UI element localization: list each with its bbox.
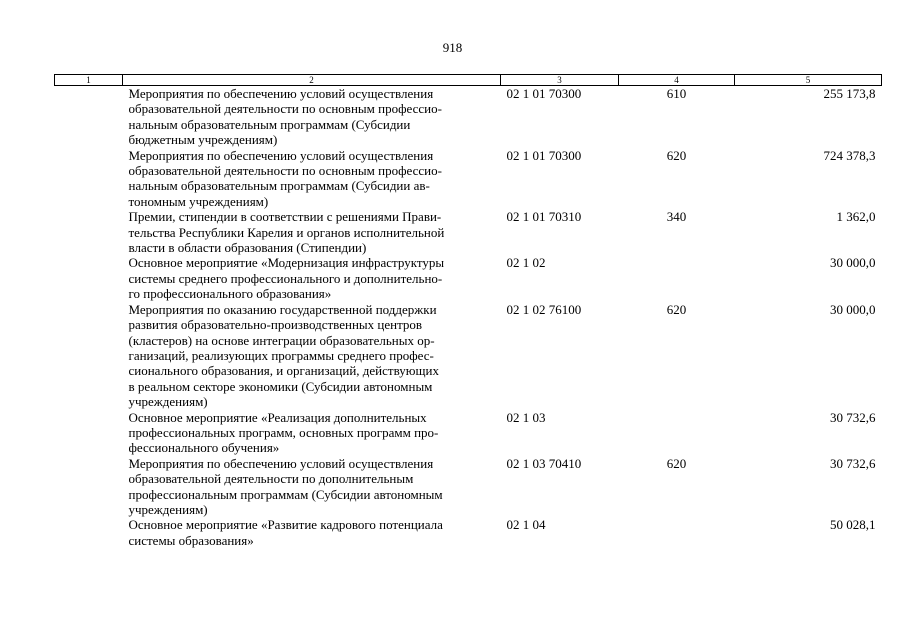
table-row [55, 209, 882, 255]
item-name-line: образовательной деятельности по основным профессио- [128, 163, 442, 179]
row-spacer-cell [55, 410, 123, 456]
item-name-line: развития образовательно-производственных центров [128, 317, 423, 333]
item-name-line: Основное мероприятие «Модернизация инфраструктуры [128, 255, 445, 271]
row-spacer-cell [55, 255, 123, 301]
item-name-line: Мероприятия по обеспечению условий осуществления [128, 455, 434, 471]
row-spacer-cell [55, 302, 123, 410]
column-header-5: 5 [735, 75, 882, 86]
item-name-line: Премии, стипендии в соответствии с решениями Прави- [128, 209, 442, 225]
table-row [55, 86, 882, 148]
table-row [55, 517, 882, 548]
table-row [55, 302, 882, 410]
page-number: 918 [442, 40, 463, 55]
item-name-line: в реальном секторе экономики (Субсидии автономным [128, 378, 433, 394]
expense-type: 620 [666, 147, 687, 163]
expense-type: 620 [666, 301, 687, 317]
classification-code: 02 1 03 70410 [506, 455, 582, 471]
item-name-line: тельства Республики Карелия и органов исполнительной [128, 224, 445, 240]
table-body [55, 86, 882, 549]
item-name-line: учреждениям) [128, 501, 208, 517]
classification-code: 02 1 01 70300 [506, 86, 582, 101]
classification-code: 02 1 03 [506, 409, 546, 425]
expense-type [619, 410, 735, 456]
item-name-line: профессиональным программам (Субсидии автономным [128, 486, 443, 502]
classification-code: 02 1 02 [506, 255, 546, 271]
item-name-line: власти в области образования (Стипендии) [128, 240, 367, 256]
item-name-line: системы образования» [128, 532, 254, 548]
item-name [123, 148, 501, 210]
item-name-line: го профессионального образования» [128, 286, 332, 302]
classification-code: 02 1 04 [506, 517, 546, 533]
table-row [55, 148, 882, 210]
classification-code: 02 1 01 70300 [506, 147, 582, 163]
item-name-line: бюджетным учреждениям) [128, 132, 278, 148]
amount: 1 362,0 [836, 209, 876, 225]
column-header-1: 1 [55, 75, 123, 86]
table-row [55, 410, 882, 456]
expense-type: 610 [666, 86, 687, 101]
item-name-line: профессиональных программ, основных программ про- [128, 424, 439, 440]
item-name [123, 86, 501, 148]
classification-code: 02 1 02 76100 [506, 301, 582, 317]
item-name [123, 410, 501, 456]
item-name-line: фессионального обучения» [128, 440, 280, 456]
amount: 30 000,0 [830, 255, 876, 271]
column-header-3: 3 [501, 75, 619, 86]
budget-table [54, 74, 882, 548]
amount: 50 028,1 [830, 517, 876, 533]
column-header-4: 4 [619, 75, 735, 86]
amount: 30 732,6 [830, 455, 876, 471]
expense-type [619, 517, 735, 548]
item-name [123, 456, 501, 518]
item-name-line: учреждениям) [128, 394, 208, 410]
header-row [55, 75, 882, 86]
amount: 30 000,0 [830, 301, 876, 317]
expense-type: 620 [666, 455, 687, 471]
classification-code: 02 1 01 70310 [506, 209, 582, 225]
amount: 724 378,3 [823, 147, 876, 163]
item-name-line: образовательной деятельности по дополнительным [128, 471, 414, 487]
item-name-line: нальным образовательным программам (Субсидии ав- [128, 178, 430, 194]
expense-type [619, 255, 735, 301]
row-spacer-cell [55, 209, 123, 255]
amount: 255 173,8 [823, 86, 876, 101]
table-row [55, 456, 882, 518]
item-name [123, 209, 501, 255]
item-name-line: тономным учреждениям) [128, 193, 269, 209]
item-name-line: (кластеров) на основе интеграции образовательных ор- [128, 332, 435, 348]
expense-type: 340 [666, 209, 687, 225]
item-name-line: нальным образовательным программам (Субсидии [128, 116, 411, 132]
item-name-line: Основное мероприятие «Реализация дополнительных [128, 409, 427, 425]
column-header-2: 2 [123, 75, 501, 86]
amount: 30 732,6 [830, 409, 876, 425]
item-name [123, 302, 501, 410]
table-row [55, 255, 882, 301]
item-name-line: Мероприятия по обеспечению условий осуществления [128, 86, 434, 101]
item-name-line: Основное мероприятие «Развитие кадрового потенциала [128, 517, 443, 533]
item-name-line: системы среднего профессионального и дополнительно- [128, 270, 443, 286]
item-name-line: сионального образования, и организаций, действующих [128, 363, 439, 379]
item-name-line: образовательной деятельности по основным профессио- [128, 101, 442, 117]
row-spacer-cell [55, 517, 123, 548]
item-name [123, 517, 501, 548]
item-name-line: ганизаций, реализующих программы среднего профес- [128, 347, 434, 363]
item-name-line: Мероприятия по оказанию государственной поддержки [128, 301, 437, 317]
item-name-line: Мероприятия по обеспечению условий осуществления [128, 147, 434, 163]
row-spacer-cell [55, 456, 123, 518]
item-name [123, 255, 501, 301]
row-spacer-cell [55, 86, 123, 148]
row-spacer-cell [55, 148, 123, 210]
table-header [55, 75, 882, 86]
